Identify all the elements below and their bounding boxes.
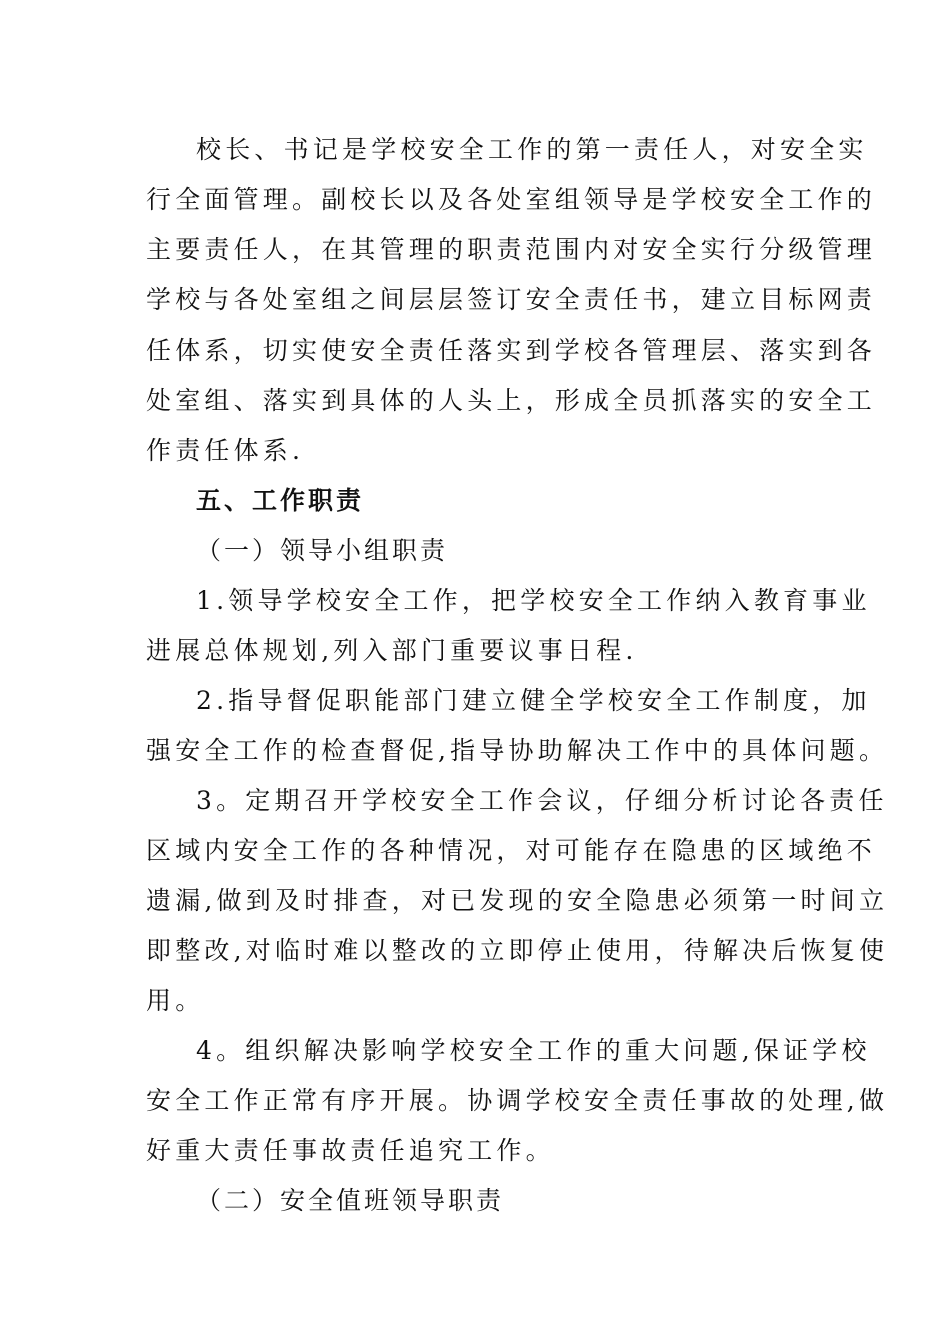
item-1-line-1: 1.领导学校安全工作，把学校安全工作纳入教育事业	[196, 586, 871, 615]
subsection-heading-1: （一）领导小组职责	[196, 536, 449, 565]
item-2-line-2: 强安全工作的检查督促,指导协助解决工作中的具体问题。	[146, 736, 889, 765]
item-1-line-2: 进展总体规划,列入部门重要议事日程.	[146, 636, 638, 665]
section-heading: 五、工作职责	[196, 486, 365, 515]
item-3-line-3: 遗漏,做到及时排查，对已发现的安全隐患必须第一时间立	[146, 886, 889, 915]
item-3-line-4: 即整改,对临时难以整改的立即停止使用，待解决后恢复使	[146, 936, 889, 965]
item-4-line-3: 好重大责任事故责任追究工作。	[146, 1136, 555, 1165]
subsection-heading-2: （二）安全值班领导职责	[196, 1186, 505, 1215]
paragraph-responsibility-line-6: 处室组、落实到具体的人头上，形成全员抓落实的安全工	[146, 386, 877, 415]
item-3-line-5: 用。	[146, 986, 205, 1015]
item-4-line-2: 安全工作正常有序开展。协调学校安全责任事故的处理,做	[146, 1086, 889, 1115]
paragraph-responsibility-line-4: 学校与各处室组之间层层签订安全责任书，建立目标网责	[146, 285, 877, 314]
item-3-line-1: 3。定期召开学校安全工作会议，仔细分析讨论各责任	[196, 786, 888, 815]
item-4-line-1: 4。组织解决影响学校安全工作的重大问题,保证学校	[196, 1036, 871, 1065]
paragraph-responsibility-line-5: 任体系，切实使安全责任落实到学校各管理层、落实到各	[146, 336, 877, 365]
paragraph-responsibility-line-1: 校长、书记是学校安全工作的第一责任人，对安全实	[196, 135, 868, 164]
paragraph-responsibility-line-2: 行全面管理。副校长以及各处室组领导是学校安全工作的	[146, 185, 877, 214]
paragraph-responsibility-line-3: 主要责任人，在其管理的职责范围内对安全实行分级管理	[146, 235, 877, 264]
item-2-line-1: 2.指导督促职能部门建立健全学校安全工作制度，加	[196, 686, 871, 715]
paragraph-responsibility-line-7: 作责任体系.	[146, 436, 305, 465]
item-3-line-2: 区域内安全工作的各种情况，对可能存在隐患的区域绝不	[146, 836, 877, 865]
